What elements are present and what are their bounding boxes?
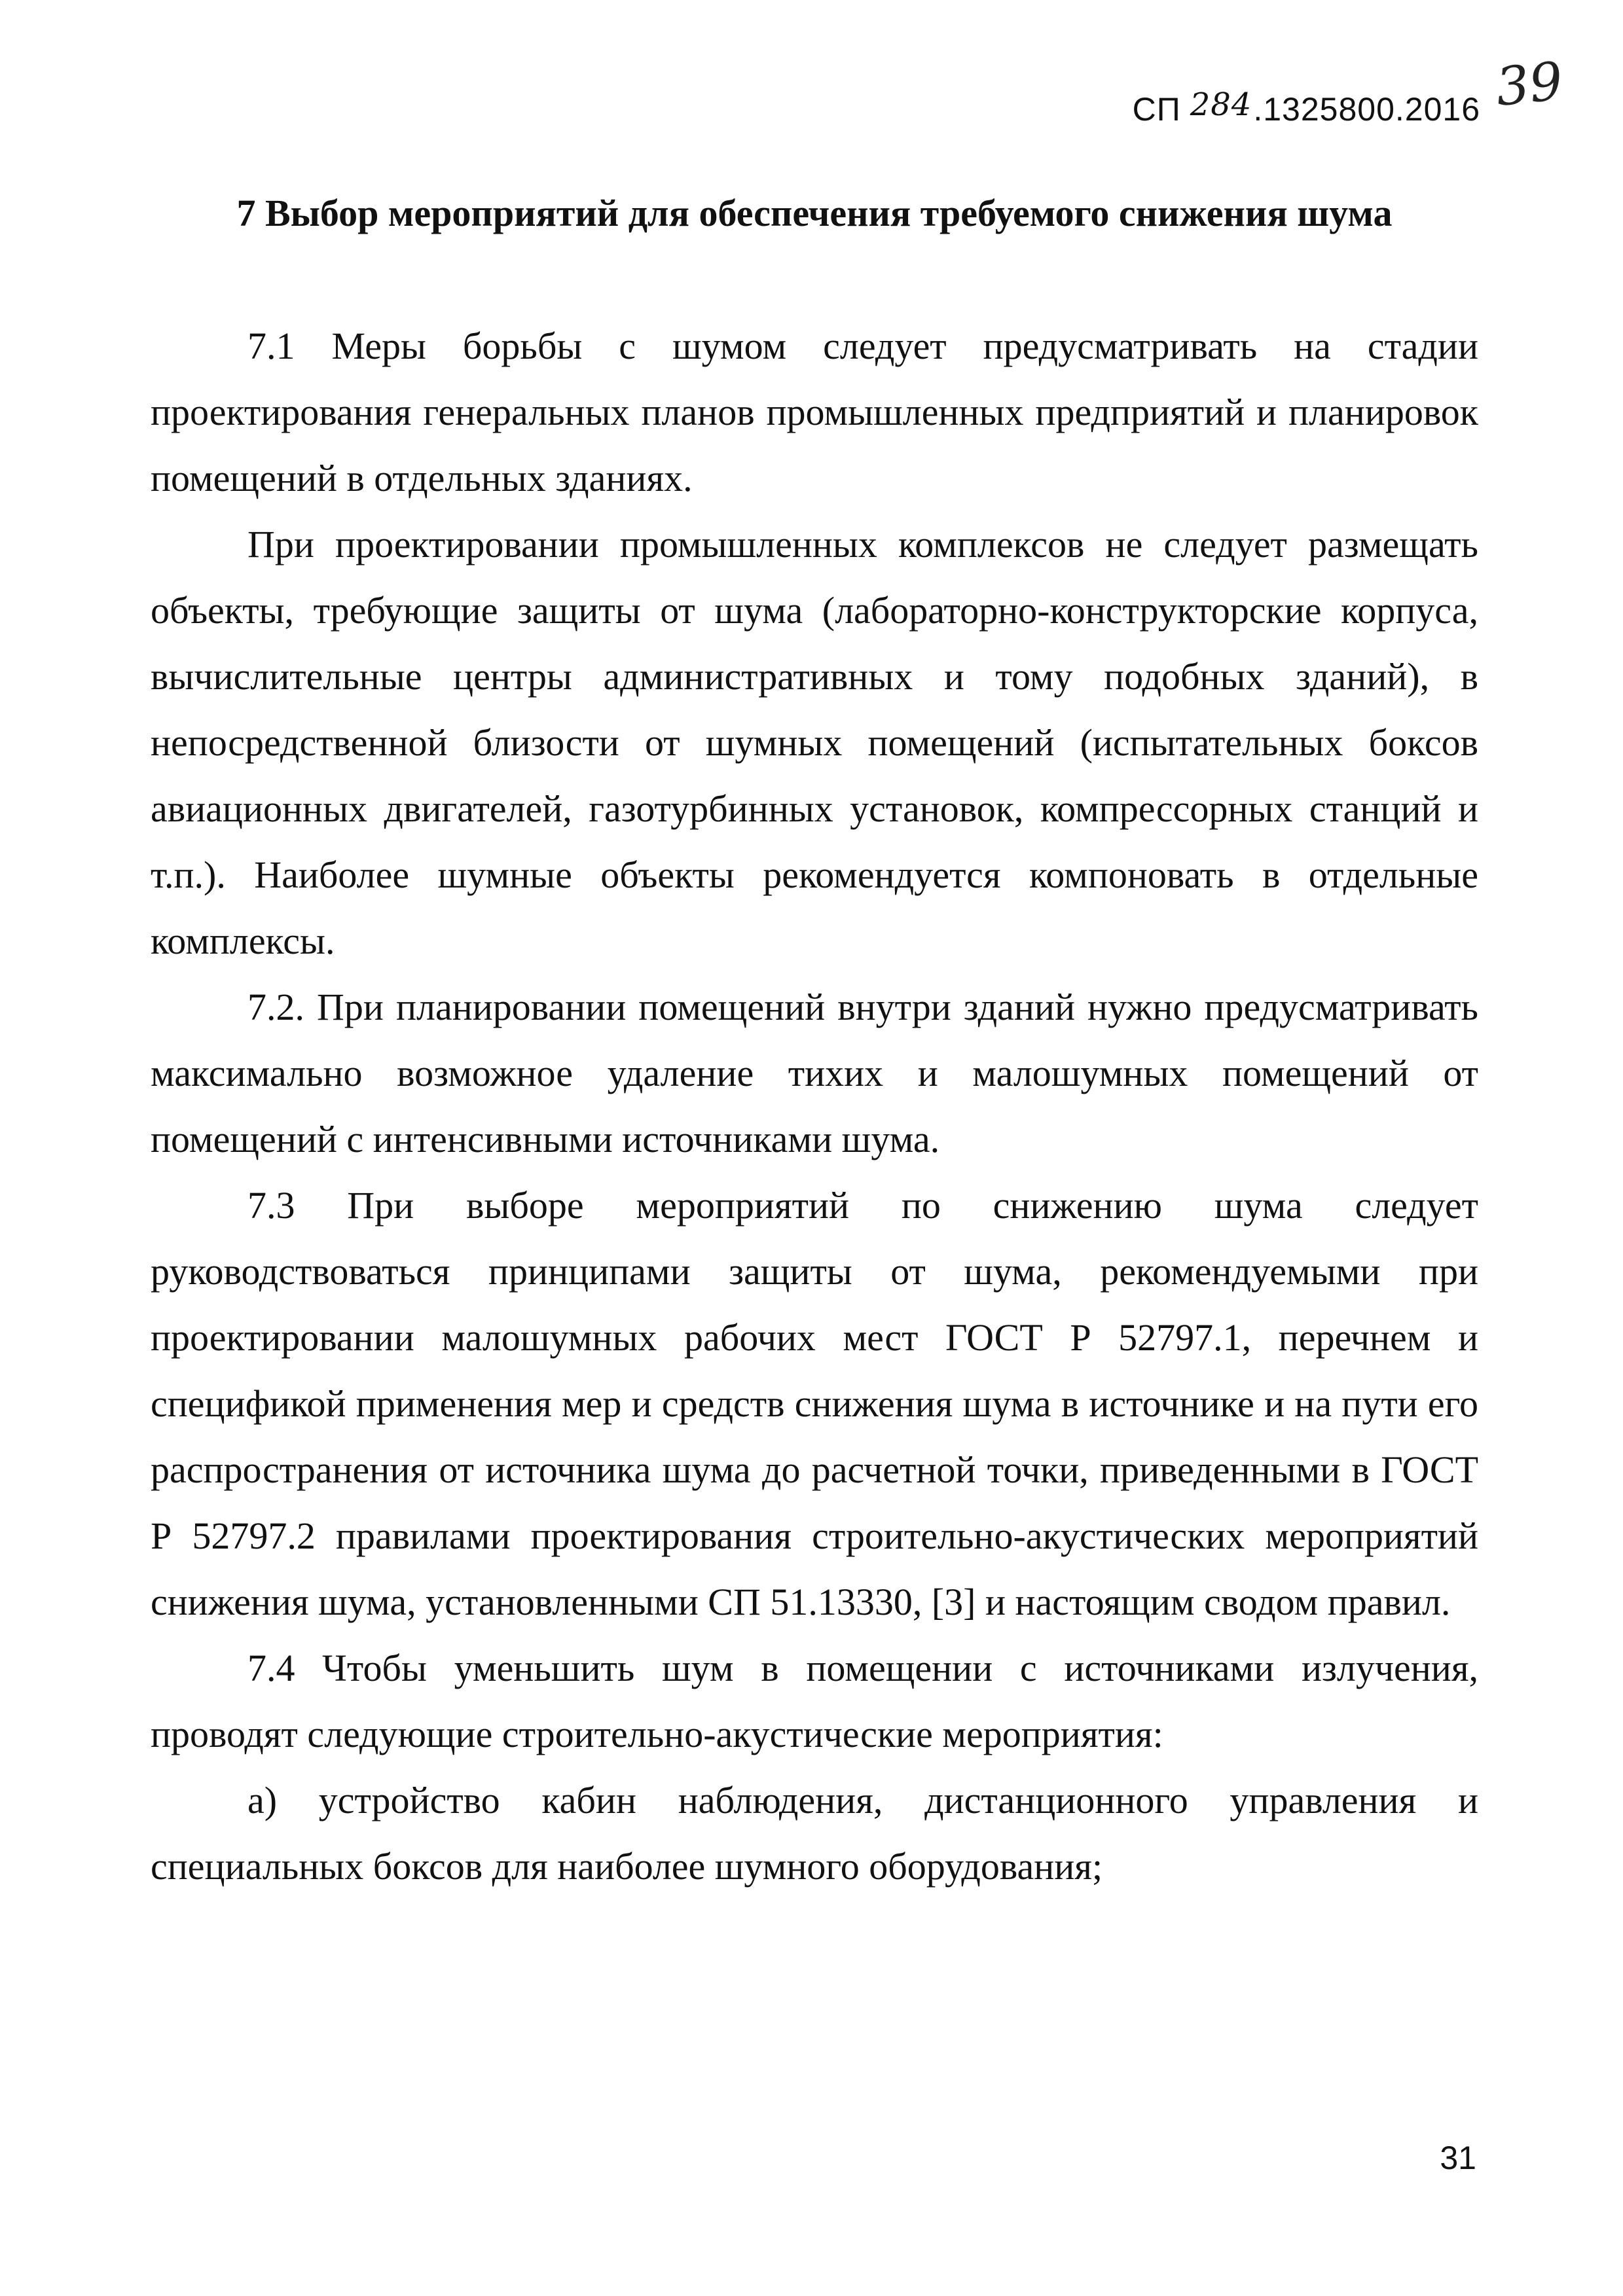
list-item-a: а) устройство кабин наблюдения, дистанционного управления и специальных боксов для наиболее шумного оборудования;: [151, 1779, 1478, 1888]
paragraph-7-2: 7.2. При планировании помещений внутри зданий нужно предусматривать максимально возможное удаление тихих и малошумных помещений от помещений с интенсивными источниками шума.: [151, 986, 1478, 1160]
section-title: 7 Выбор мероприятий для обеспечения требуемого снижения шума: [236, 192, 1393, 234]
paragraph-7-4: 7.4 Чтобы уменьшить шум в помещении с источниками излучения, проводят следующие строительно-акустические мероприятия:: [151, 1647, 1478, 1755]
paragraph-7-1: 7.1 Меры борьбы с шумом следует предусматривать на стадии проектирования генеральных планов промышленных предприятий и планировок помещений в отдельных зданиях.: [151, 325, 1478, 499]
document-code-prefix: СП: [1132, 91, 1181, 128]
document-code-suffix: .1325800.2016: [1253, 91, 1480, 128]
document-code: [1132, 86, 1480, 128]
paragraph-7-3: 7.3 При выборе мероприятий по снижению шума следует руководствоваться принципами защиты от шума, рекомендуемыми при проектировании малошумных рабочих мест ГОСТ Р 52797.1, перечнем и спецификой применения мер и средств снижения шума в источнике и на пути его распространения от источника шума до расчетной точки, приведенными в ГОСТ Р 52797.2 правилами проектирования строительно-акустических мероприятий снижения шума, установленными СП 51.13330, [3] и настоящим сводом правил.: [151, 1184, 1478, 1623]
section-body: [151, 313, 1478, 1899]
paragraph-7-1-continued: При проектировании промышленных комплексов не следует размещать объекты, требующие защиты от шума (лабораторно-конструкторские корпуса, вычислительные центры административных и тому подобных зданий), в непосредственной близости от шумных помещений (испытательных боксов авиационных двигателей, газотурбинных установок, компрессорных станций и т.п.). Наиболее шумные объекты рекомендуется компоновать в отдельные комплексы.: [151, 523, 1478, 962]
document-code-handwritten-number: 284: [1190, 86, 1252, 123]
handwritten-page-number: 39: [1493, 50, 1566, 118]
page-number: 31: [1440, 2140, 1476, 2176]
